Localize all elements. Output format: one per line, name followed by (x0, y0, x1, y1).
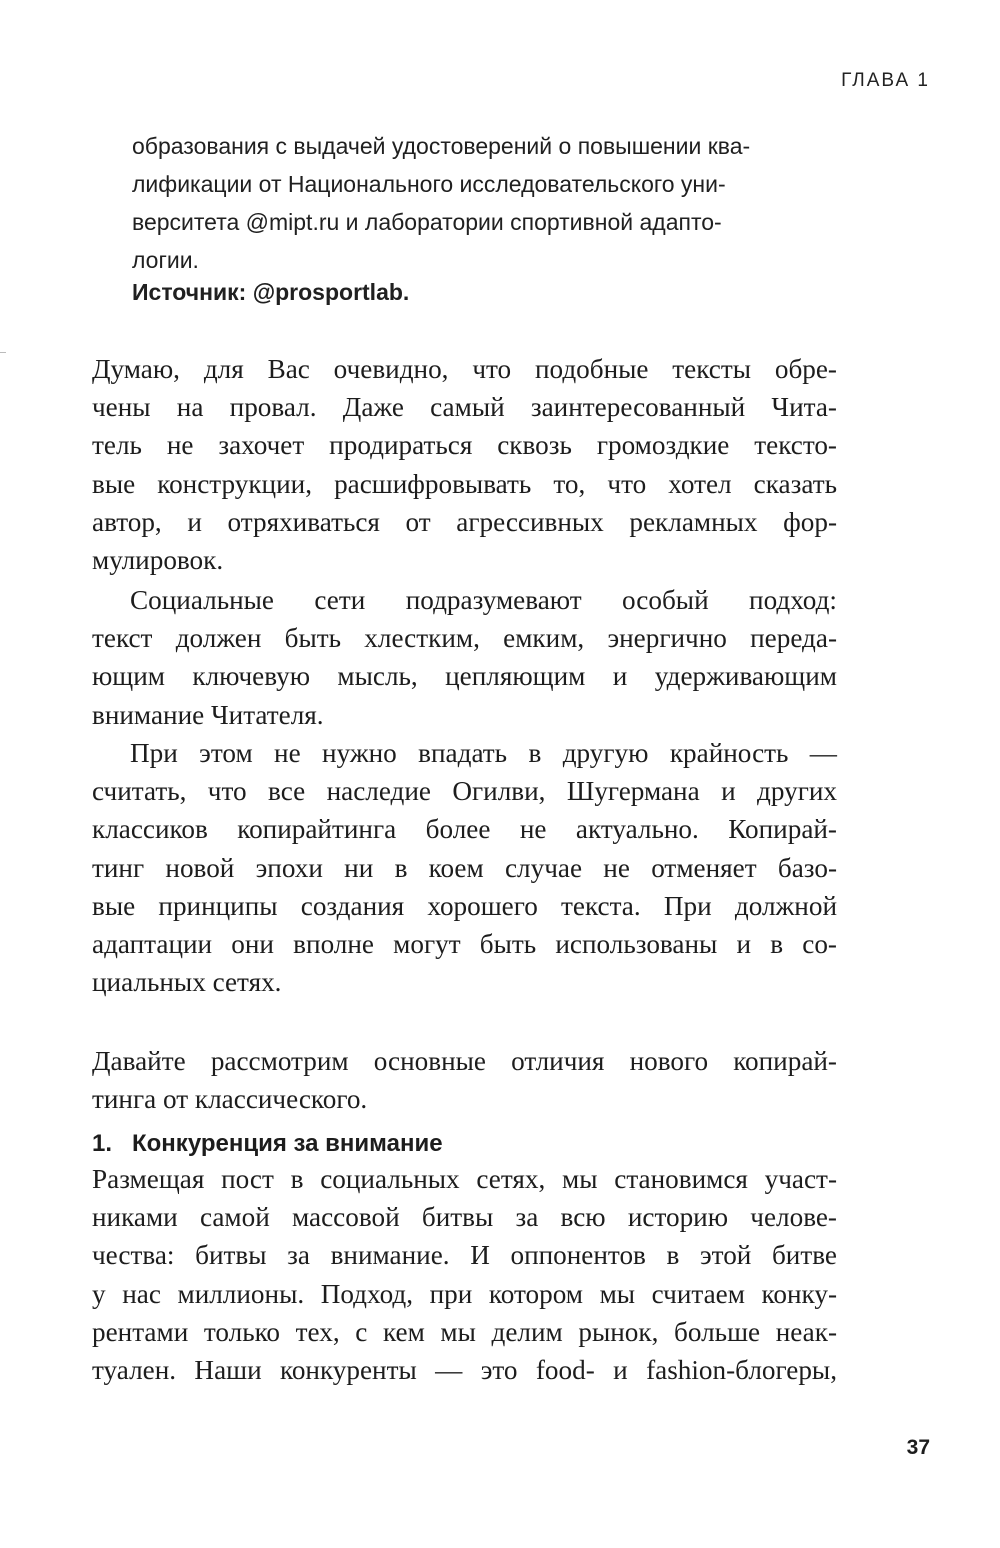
paragraph-4 (92, 1042, 837, 1118)
page-number: 37 (906, 1436, 930, 1459)
text-line: чества: битвы за внимание. И оппонентов в этой битве (92, 1240, 837, 1271)
quote-line: логии. (132, 247, 199, 273)
text-line: вые принципы создания хорошего текста. При должной (92, 890, 837, 921)
text-line: автор, и отряхиваться от агрессивных рекламных фор- (92, 506, 837, 537)
paragraph-1 (92, 350, 837, 579)
quote-source: Источник: @prosportlab. (132, 279, 410, 305)
quote-line: лификации от Национального исследовательского уни- (132, 171, 726, 197)
paragraph-5 (92, 1160, 837, 1389)
section-number: 1. (92, 1130, 113, 1157)
text-line: циальных сетях. (92, 967, 282, 998)
text-line: Социальные сети подразумевают особый подход: (130, 585, 837, 615)
text-line: При этом не нужно впадать в другую крайность — (130, 738, 837, 768)
quote-line: образования с выдачей удостоверений о повышении ква- (132, 133, 751, 159)
text-line: ющим ключевую мысль, цепляющим и удерживающим (92, 661, 837, 692)
text-line: классиков копирайтинга более не актуально. Копирай- (92, 814, 837, 845)
text-line: Давайте рассмотрим основные отличия нового копирай- (92, 1046, 837, 1076)
text-line: рентами только тех, с кем мы делим рынок, больше неак- (92, 1316, 837, 1347)
text-line: адаптации они вполне могут быть использованы и в со- (92, 929, 837, 960)
text-line: туален. Наши конкуренты — это food- и fashion-блогеры, (92, 1355, 837, 1386)
text-line: вые конструкции, расшифровывать то, что хотел сказать (92, 468, 837, 499)
margin-tick-mark (0, 352, 6, 353)
text-line: внимание Читателя. (92, 699, 324, 730)
paragraph-2 (92, 581, 837, 734)
section-title: Конкуренция за внимание (132, 1130, 443, 1157)
text-line: тель не захочет продираться сквозь громоздкие тексто- (92, 430, 837, 461)
section-heading (92, 1130, 443, 1158)
quote-block (132, 127, 832, 279)
text-line: тинга от классического. (92, 1084, 368, 1115)
text-line: считать, что все наследие Огилви, Шугермана и других (92, 776, 837, 807)
text-line: текст должен быть хлестким, емким, энергично переда- (92, 623, 837, 654)
text-line: чены на провал. Даже самый заинтересованный Чита- (92, 392, 837, 423)
text-line: никами самой массовой битвы за всю историю челове- (92, 1202, 837, 1233)
text-line: мулировок. (92, 545, 224, 576)
text-line: у нас миллионы. Подход, при котором мы считаем конку- (92, 1278, 837, 1309)
paragraph-3 (92, 734, 837, 1001)
running-head-chapter: ГЛАВА 1 (841, 70, 930, 91)
text-line: тинг новой эпохи ни в коем случае не отменяет базо- (92, 852, 837, 883)
text-line: Размещая пост в социальных сетях, мы становимся участ- (92, 1164, 837, 1194)
quote-line: верситета @mipt.ru и лаборатории спортивной адапто- (132, 209, 722, 235)
text-line: Думаю, для Вас очевидно, что подобные тексты обре- (92, 354, 837, 384)
